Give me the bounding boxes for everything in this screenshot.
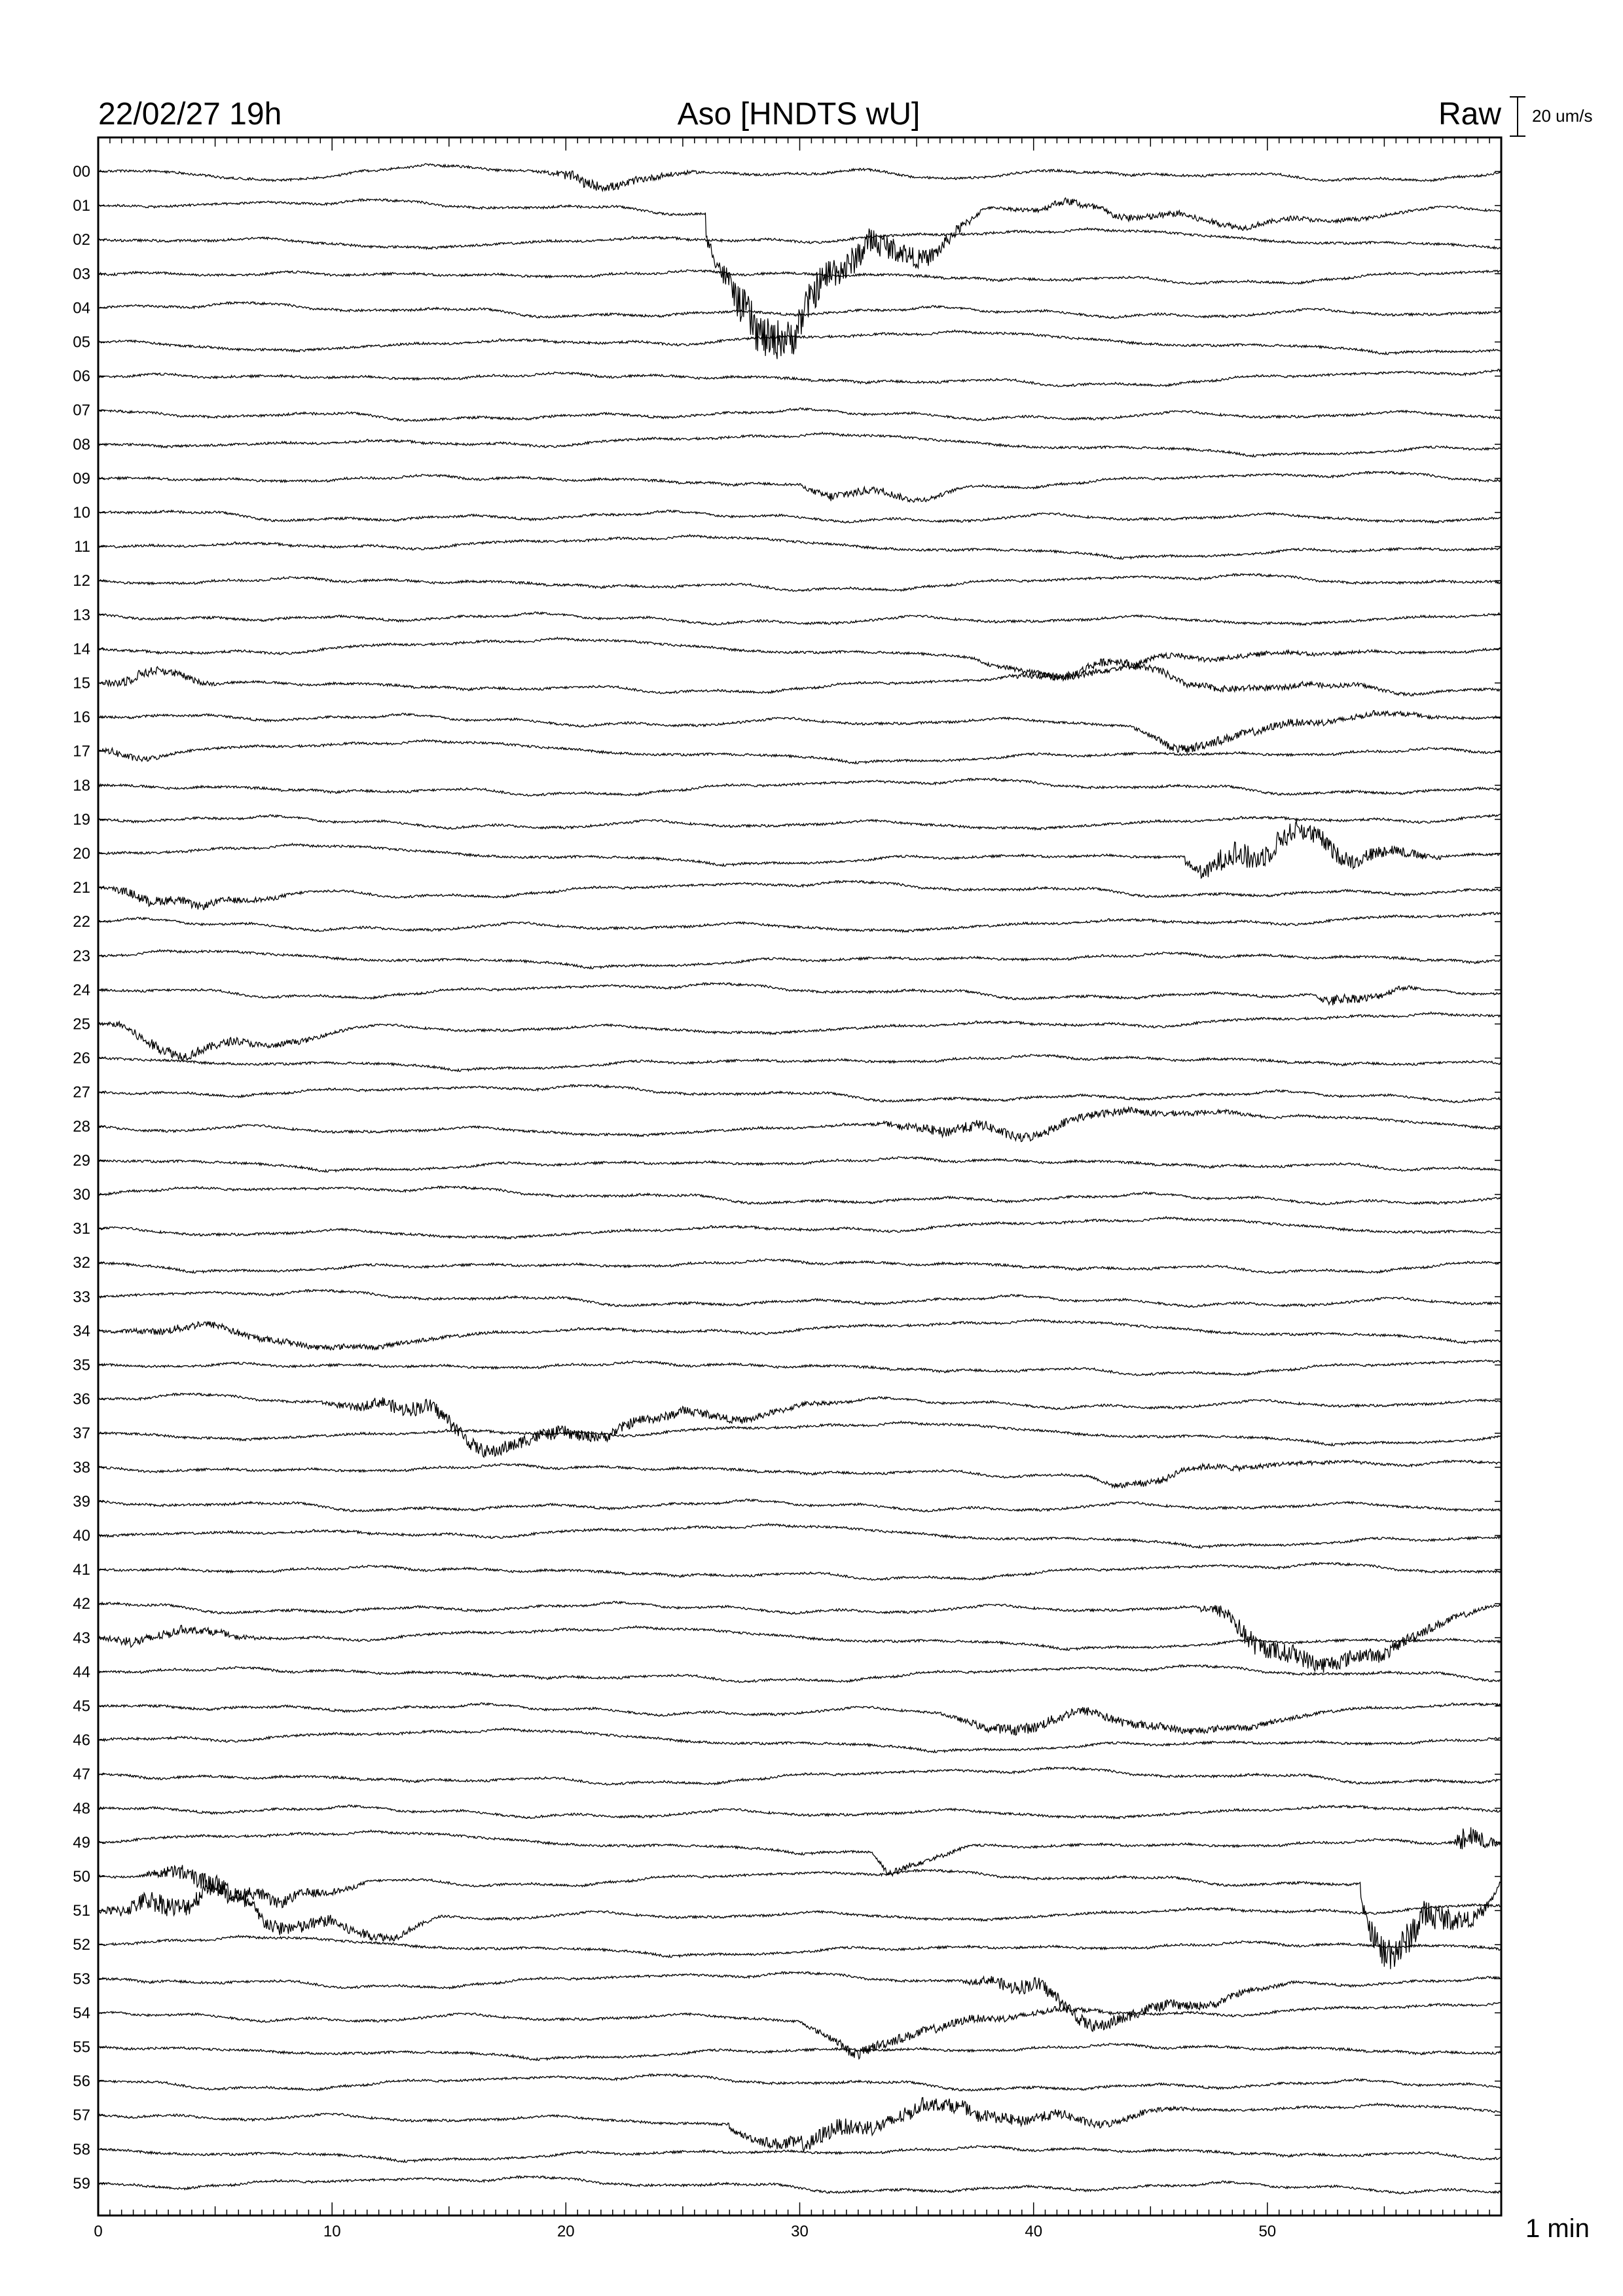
trace-row-39 [98,1499,1501,1512]
trace-row-22 [98,912,1501,932]
x-tick-label: 40 [1025,2223,1043,2240]
trace-row-07 [98,408,1501,422]
row-label: 14 [73,640,90,658]
row-label: 49 [73,1833,90,1852]
row-label: 19 [73,810,90,829]
trace-row-38 [98,1460,1501,1488]
trace-row-41 [98,1563,1501,1581]
row-label: 09 [73,469,90,488]
row-label: 26 [73,1049,90,1067]
trace-row-56 [98,2074,1501,2091]
trace-row-03 [98,270,1501,285]
row-label: 57 [73,2106,90,2125]
row-label: 36 [73,1390,90,1408]
row-label: 27 [73,1083,90,1102]
trace-row-31 [98,1217,1501,1239]
row-label: 00 [73,163,90,181]
trace-row-25 [98,1012,1501,1060]
trace-row-32 [98,1259,1501,1274]
row-label: 11 [74,538,90,556]
trace-row-57 [98,2098,1501,2151]
trace-row-26 [98,1054,1501,1071]
trace-row-14 [98,637,1501,680]
row-label: 21 [73,879,90,897]
row-label: 03 [73,265,90,283]
row-label: 42 [73,1595,90,1613]
row-label: 44 [73,1663,90,1681]
amplitude-scale-label: 20 um/s [1532,106,1593,126]
row-label: 48 [73,1799,90,1818]
row-label: 54 [73,2004,90,2022]
trace-row-33 [98,1289,1501,1307]
row-label: 55 [73,2038,90,2056]
row-label: 39 [73,1492,90,1511]
trace-row-19 [98,814,1501,830]
trace-row-45 [98,1703,1501,1736]
trace-row-46 [98,1728,1501,1753]
row-label: 35 [73,1356,90,1374]
trace-row-44 [98,1665,1501,1683]
trace-row-12 [98,574,1501,592]
trace-row-58 [98,2145,1501,2162]
row-label: 02 [73,231,90,249]
row-label: 18 [73,776,90,795]
row-label: 34 [73,1322,90,1340]
row-label: 43 [73,1629,90,1647]
row-label: 06 [73,367,90,386]
trace-row-13 [98,612,1501,625]
row-label: 17 [73,742,90,761]
row-label: 46 [73,1731,90,1749]
trace-row-05 [98,330,1501,355]
x-tick-label: 50 [1258,2223,1277,2240]
row-label: 51 [73,1902,90,1920]
row-label: 40 [73,1527,90,1545]
row-label: 24 [73,981,90,999]
trace-row-34 [98,1319,1501,1350]
trace-row-01 [98,198,1501,359]
row-label: 28 [73,1117,90,1136]
trace-row-27 [98,1085,1501,1103]
row-label: 20 [73,845,90,863]
row-label: 01 [73,197,90,215]
trace-row-17 [98,740,1501,764]
amplitude-scale-bar [1510,97,1525,136]
trace-row-10 [98,510,1501,523]
trace-row-06 [98,369,1501,387]
trace-row-55 [98,2043,1501,2060]
row-label: 05 [73,333,90,351]
x-tick-label: 30 [791,2223,809,2240]
row-label: 56 [73,2072,90,2090]
row-label: 15 [73,674,90,692]
trace-row-28 [98,1107,1501,1141]
trace-row-40 [98,1524,1501,1549]
row-label: 23 [73,947,90,965]
trace-row-02 [98,228,1501,250]
row-label: 52 [73,1936,90,1954]
row-label: 30 [73,1186,90,1204]
header-station: Aso [HNDTS wU] [677,97,921,132]
tick-marks [98,137,1501,2215]
trace-row-54 [98,2003,1501,2059]
trace-row-15 [98,659,1501,696]
trace-row-59 [98,2176,1501,2194]
trace-row-47 [98,1767,1501,1785]
row-label: 32 [73,1254,90,1272]
trace-row-53 [98,1972,1501,2032]
trace-row-51 [98,1876,1501,1941]
trace-row-49 [98,1827,1501,1876]
row-label: 25 [73,1015,90,1033]
x-tick-label-group [94,2223,1276,2240]
row-label-group [73,163,90,2193]
trace-row-24 [98,983,1501,1005]
x-axis-label: 1 min [1525,2214,1590,2243]
trace-row-50 [98,1865,1501,1969]
row-label: 16 [73,708,90,726]
plot-frame [98,137,1501,2215]
trace-row-29 [98,1157,1501,1172]
trace-row-20 [98,821,1501,878]
trace-group [98,164,1501,2194]
row-label: 50 [73,1868,90,1886]
trace-row-30 [98,1186,1501,1205]
row-label: 10 [73,504,90,522]
trace-row-16 [98,711,1501,753]
row-label: 13 [73,606,90,624]
trace-row-21 [98,881,1501,910]
row-label: 41 [73,1561,90,1579]
row-label: 47 [73,1765,90,1784]
row-label: 07 [73,401,90,420]
row-label: 59 [73,2174,90,2193]
row-label: 58 [73,2140,90,2159]
trace-row-11 [98,535,1501,560]
row-label: 33 [73,1288,90,1306]
row-label: 38 [73,1458,90,1477]
trace-row-18 [98,778,1501,796]
trace-row-00 [98,164,1501,191]
trace-row-37 [98,1422,1501,1446]
x-tick-label: 0 [94,2223,103,2240]
tick-marks-path [98,137,1501,2215]
trace-row-43 [98,1625,1501,1650]
trace-row-09 [98,471,1501,502]
trace-row-04 [98,302,1501,318]
trace-row-36 [98,1393,1501,1458]
row-label: 37 [73,1424,90,1443]
trace-row-23 [98,950,1501,969]
row-label: 04 [73,299,90,317]
row-label: 45 [73,1697,90,1715]
trace-row-52 [98,1935,1501,1958]
header-datetime: 22/02/27 19h [98,97,282,132]
x-tick-label: 10 [323,2223,341,2240]
row-label: 31 [73,1220,90,1238]
row-label: 12 [73,572,90,590]
trace-row-08 [98,433,1501,457]
row-label: 53 [73,1970,90,1988]
trace-row-48 [98,1805,1501,1819]
header-mode: Raw [1438,97,1501,132]
row-label: 22 [73,913,90,931]
trace-row-35 [98,1360,1501,1376]
row-label: 29 [73,1151,90,1170]
x-tick-label: 20 [556,2223,575,2240]
row-label: 08 [73,435,90,454]
